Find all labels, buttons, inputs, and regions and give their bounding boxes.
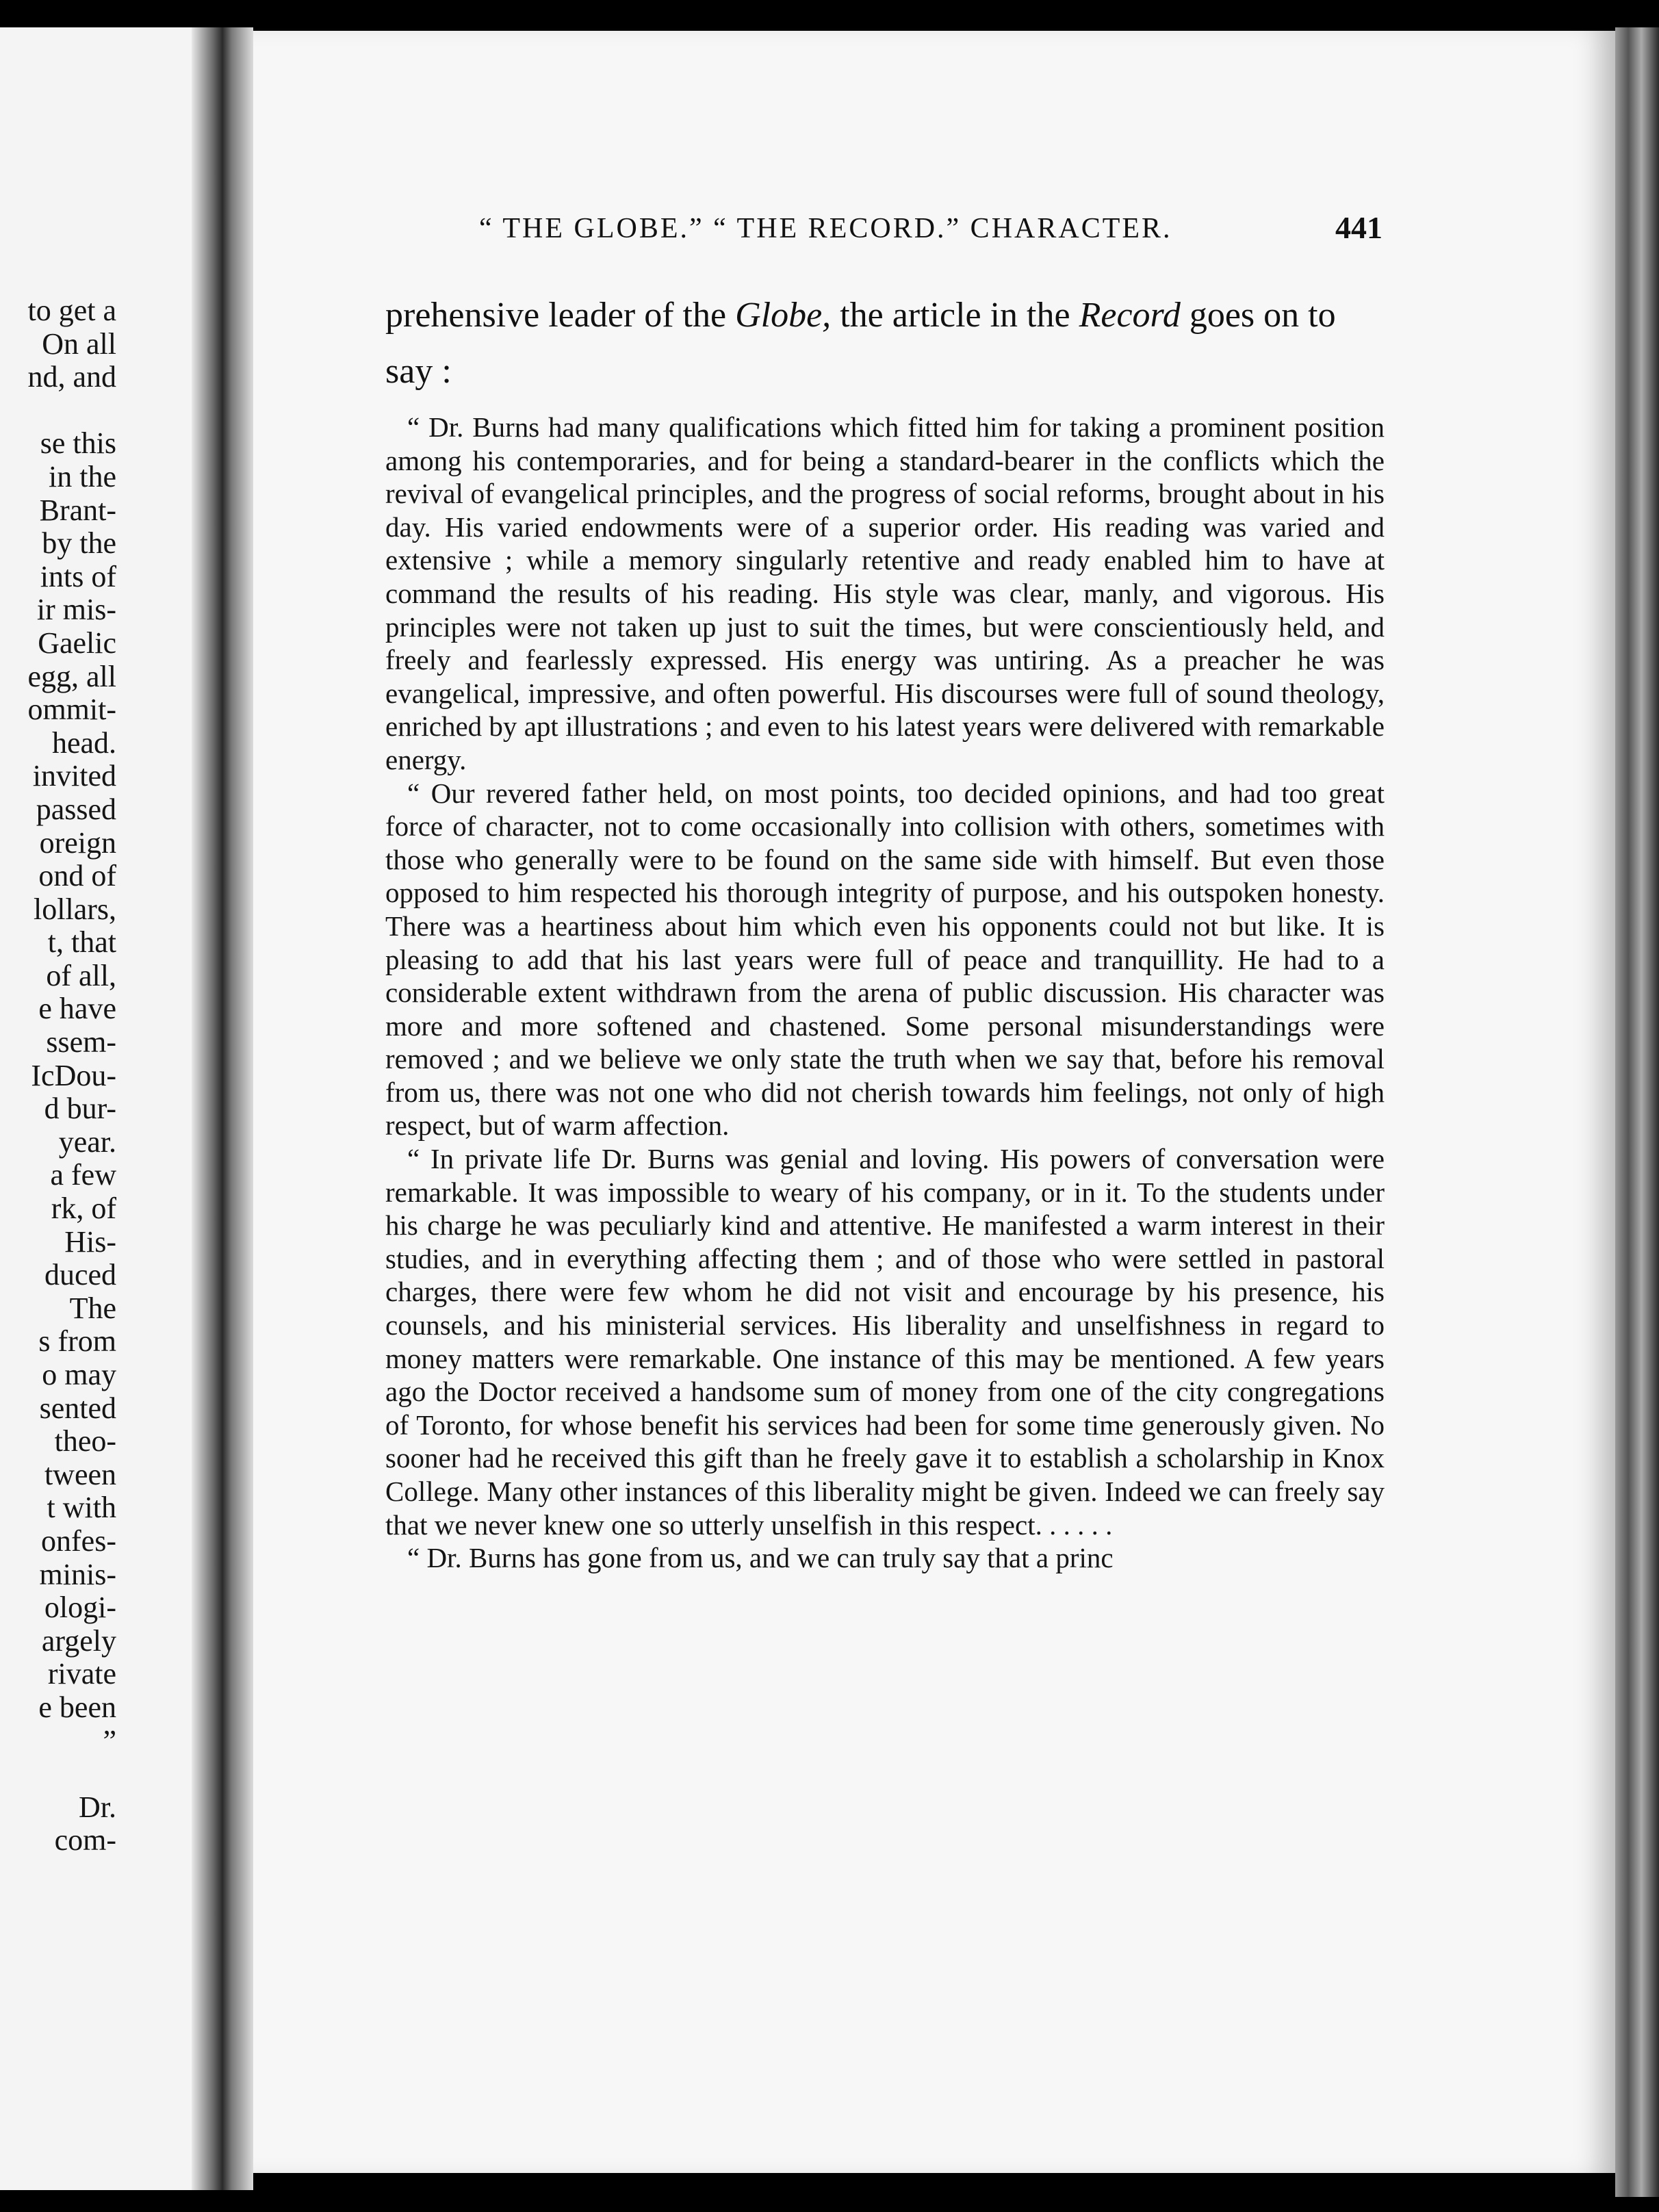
left-page-fragment: t with bbox=[47, 1491, 116, 1525]
left-page-fragment: head. bbox=[51, 725, 116, 760]
lead-record: Record bbox=[1079, 296, 1181, 335]
left-page-fragment: ologi- bbox=[44, 1591, 116, 1625]
quoted-article bbox=[385, 411, 1385, 1575]
running-head bbox=[479, 212, 1382, 245]
running-head-title: “ THE GLOBE.” “ THE RECORD.” CHARACTER. bbox=[479, 213, 1172, 244]
left-page-fragment: to get a bbox=[27, 294, 116, 327]
left-page-fragment: ond of bbox=[38, 859, 116, 893]
left-page-fragment: oreign bbox=[39, 825, 116, 860]
left-page-fragment: by the bbox=[42, 526, 116, 561]
left-page-fragment: tween bbox=[44, 1457, 116, 1491]
quote-paragraph-4: “ Dr. Burns has gone from us, and we can truly say that a princ bbox=[407, 1542, 1114, 1574]
left-page-fragment: se this bbox=[40, 426, 116, 461]
lead-globe: Globe, bbox=[735, 296, 832, 335]
left-page-fragment: o may bbox=[42, 1358, 116, 1391]
left-page-fragment: Gaelic bbox=[38, 626, 116, 660]
left-page-fragment: IcDou- bbox=[31, 1058, 116, 1092]
left-page-fragment: minis- bbox=[39, 1557, 116, 1591]
left-page-fragment: nd, and bbox=[27, 360, 116, 394]
left-page bbox=[0, 27, 219, 2190]
left-page-fragment: e been bbox=[38, 1690, 116, 1724]
lead-text-middle: the article in the bbox=[831, 296, 1079, 335]
left-page-fragment: The bbox=[69, 1291, 116, 1325]
left-page-fragment: of all, bbox=[46, 958, 116, 992]
left-page-fragment: t, that bbox=[47, 925, 116, 960]
left-page-fragment: ssem- bbox=[46, 1025, 116, 1059]
left-page-fragment: On all bbox=[42, 326, 116, 361]
left-page-fragment: a few bbox=[50, 1158, 116, 1192]
quote-paragraph-3: “ In private life Dr. Burns was genial and loving. His powers of conversation were remarkable. It was impossible to weary of his company, or in it. To the students under his charge he was peculiarly kind and attentive. He manifested a warm interest in their studies, and in everything affecting them ; and of those who were settled in pastoral charges, there were few whom he did not visit and encourage by his presence, his counsels, and his ministerial services. His liberality and unselfishness in regard to money matters were remarkable. One instance of this may be mentioned. A few years ago the Doctor received a handsome sum of money from one of the city congregations of Toronto, for whose benefit his services had been for some time generously given. No sooner had he received this gift than he freely gave it to establish a scholarship in Knox College. Many other instances of this liberality might be given. Indeed we can freely say that we never knew one so utterly unselfish in this respect. . . . . . bbox=[385, 1143, 1385, 1541]
quote-paragraph-1: “ Dr. Burns had many qualifications which fitted him for taking a prominent position among his contemporaries, and for being a standard-bearer in the conflicts which the revival of evangelical principles, and the progress of social reforms, brought about in his day. His varied endowments were of a superior order. His reading was varied and extensive ; while a memory singularly retentive and ready enabled him to have at command the results of his reading. His style was clear, manly, and vigorous. His principles were not taken up just to suit the times, but were conscientiously held, and freely and fearlessly expressed. His energy was untiring. As a preacher he was evangelical, impressive, and often powerful. His discourses were full of sound theology, enriched by apt illustrations ; and even to his latest years were delivered with remarkable energy. bbox=[385, 411, 1385, 775]
quote-paragraph-2: “ Our revered father held, on most points, too decided opinions, and had too great force of character, not to come occasionally into collision with others, sometimes with those who generally were to be found on the same side with himself. But even those opposed to him respected his thorough integrity of purpose, and his outspoken honesty. There was a heartiness about him which even his opponents could not but like. It is pleasing to add that his last years were full of peace and tranquillity. He had to a considerable extent withdrawn from the arena of public discussion. His character was more and more softened and chastened. Some personal misunderstandings were removed ; and we believe we only state the truth when we say that, before his removal from us, there was not one who did not cherish towards him feelings, not only of high respect, but of warm affection. bbox=[385, 777, 1385, 1142]
left-page-fragment: rk, of bbox=[51, 1192, 116, 1226]
left-page-fragment: ” bbox=[103, 1723, 116, 1758]
left-page-fragment: passed bbox=[36, 792, 116, 826]
left-page-fragment: duced bbox=[44, 1258, 116, 1292]
left-page-fragment: argely bbox=[41, 1623, 116, 1658]
page-number: 441 bbox=[1335, 210, 1382, 245]
book-gutter bbox=[192, 27, 253, 2190]
left-page-fragment: ommit- bbox=[27, 693, 116, 727]
left-page-fragment: invited bbox=[32, 759, 116, 793]
left-page-fragment: theo- bbox=[54, 1424, 116, 1458]
left-page-fragment: sented bbox=[39, 1391, 116, 1425]
left-page-text-fragments bbox=[0, 294, 116, 1857]
page-edge bbox=[1615, 27, 1659, 2197]
lead-paragraph bbox=[385, 287, 1385, 400]
left-page-fragment: ir mis- bbox=[36, 593, 116, 627]
left-page-fragment bbox=[0, 1758, 116, 1791]
left-page-fragment: year. bbox=[58, 1124, 116, 1159]
left-page-fragment: egg, all bbox=[27, 659, 116, 693]
left-page-fragment: Dr. bbox=[79, 1790, 116, 1824]
left-page-fragment: s from bbox=[38, 1324, 116, 1359]
left-page-fragment: ints of bbox=[40, 559, 116, 593]
left-page-fragment bbox=[0, 394, 116, 428]
left-page-fragment: com- bbox=[54, 1823, 116, 1857]
left-page-fragment: rivate bbox=[47, 1657, 116, 1691]
lead-text-before: prehensive leader of the bbox=[385, 296, 736, 335]
left-page-fragment: e have bbox=[38, 992, 116, 1026]
left-page-fragment: onfes- bbox=[41, 1523, 116, 1558]
left-page-fragment: in the bbox=[49, 459, 116, 493]
left-page-fragment: His- bbox=[64, 1224, 116, 1259]
left-page-fragment: lollars, bbox=[34, 892, 116, 926]
left-page-fragment: d bur- bbox=[44, 1092, 116, 1126]
lead-text-after: goes on to say : bbox=[385, 296, 1336, 391]
left-page-fragment: Brant- bbox=[39, 493, 116, 527]
